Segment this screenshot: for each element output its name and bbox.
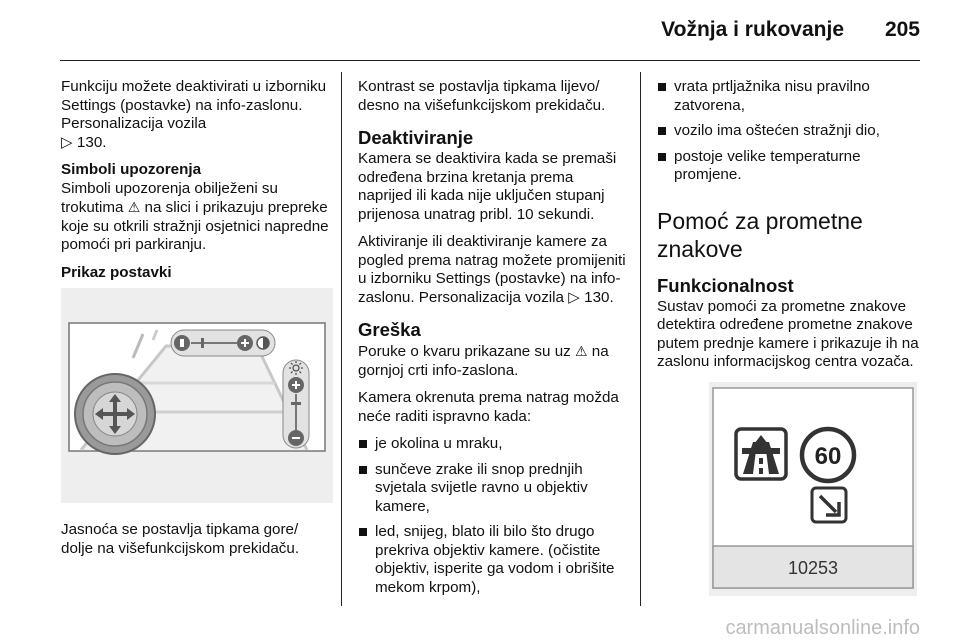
- arrow-ref-icon: ▷: [568, 288, 580, 306]
- section-title: Pomoć za prometne znakove: [657, 207, 863, 262]
- header-divider: [60, 60, 920, 61]
- deactivation-paragraph-1: Kamera se deaktivira kada se premaši određena brzina kretanja prema naprijed ili kada nije uključen stupanj prijenosa unatrag pribl. 10 sekundi.: [358, 150, 617, 223]
- watermark: carmanualsonline.info: [725, 617, 920, 639]
- list-item: vozilo ima oštećen stražnji dio,: [657, 122, 929, 141]
- settings-display-figure: [61, 288, 333, 503]
- clarity-paragraph: Jasnoća se postavlja tipkama gore/ dolje na višefunkcijskom prekidaču.: [61, 521, 300, 557]
- settings-display-heading: Prikaz postavki: [61, 263, 172, 281]
- functionality-heading: Funkcionalnost: [657, 274, 794, 296]
- deactivation-heading: Deaktiviranje: [358, 127, 474, 148]
- contrast-paragraph: Kontrast se postavlja tipkama lijevo/ desno na višefunkcijskom prekidaču.: [358, 78, 606, 114]
- column-3: [657, 78, 929, 596]
- column-2: [358, 78, 630, 604]
- warning-triangle-icon: ⚠: [127, 199, 141, 215]
- contrast-icon: [257, 337, 269, 349]
- chapter-title: Vožnja i rukovanje: [661, 18, 844, 41]
- intro-paragraph: Funkciju možete deaktivirati u izborniku Settings (postavke) na info-zaslonu. Personalizacija vozila ▷ 130.: [61, 78, 327, 151]
- fault-paragraph-2: Kamera okrenuta prema natrag možda neće raditi ispravno kada:: [358, 389, 619, 425]
- page-number: 205: [884, 18, 920, 41]
- column-divider-2: [640, 72, 641, 606]
- warning-triangle-icon: ⚠: [574, 343, 588, 359]
- arrow-ref-icon: ▷: [61, 133, 73, 151]
- motorway-sign-icon: [736, 429, 786, 479]
- list-item: vrata prtljažnika nisu pravilno zatvorena,: [657, 78, 929, 115]
- column-divider-1: [341, 72, 342, 606]
- page-header: [0, 0, 960, 62]
- page-reference: 130.: [76, 133, 107, 151]
- bullet-square-icon: [359, 466, 367, 474]
- warning-symbols-paragraph: Simboli upozorenja obilježeni su trokutima ⚠ na slici i prikazuju prepreke koje su otkrili stražnji osjetnici napredne pomoći pri parkiranju.: [61, 179, 329, 253]
- list-item: led, snijeg, blato ili bilo što drugo prekriva objektiv kamere. (očistite objektiv, isperite ga vodom i obrišite mekom krpom),: [358, 523, 630, 597]
- multifunction-switch-icon: [75, 374, 155, 454]
- list-item: sunčeve zrake ili snop prednjih svjetala svijetle ravno u objektiv kamere,: [358, 461, 630, 517]
- bullet-square-icon: [658, 153, 666, 161]
- page-reference: 130.: [584, 288, 614, 306]
- bullet-square-icon: [359, 440, 367, 448]
- bullet-square-icon: [658, 127, 666, 135]
- traffic-sign-display-figure: [709, 382, 917, 596]
- speed-limit-value: 60: [814, 442, 842, 470]
- bullet-square-icon: [658, 83, 666, 91]
- exit-arrow-sign-icon: [812, 488, 846, 522]
- warning-symbols-heading: Simboli upozorenja: [61, 161, 202, 178]
- fault-paragraph-1: Poruke o kvaru prikazane su uz ⚠ na gornjoj crti info-zaslona.: [358, 343, 609, 379]
- list-item: postoje velike temperaturne promjene.: [657, 148, 929, 185]
- speed-limit-sign-icon: [802, 429, 854, 481]
- column-1: [61, 78, 333, 567]
- functionality-paragraph: Sustav pomoći za prometne znakove detektira određene prometne znakove putem prednje kamere i prikazuje ih na zaslonu informacijskog centra vozača.: [657, 297, 919, 370]
- figure-number: 10253: [787, 557, 839, 578]
- fault-heading: Greška: [358, 319, 421, 340]
- list-item: je okolina u mraku,: [358, 435, 630, 454]
- deactivation-paragraph-2: Aktiviranje ili deaktiviranje kamere za pogled prema natrag možete promijeniti u izborniku Settings (postavke) na info-zaslonu. Personalizacija vozila ▷ 130.: [358, 233, 626, 306]
- bullet-square-icon: [359, 528, 367, 536]
